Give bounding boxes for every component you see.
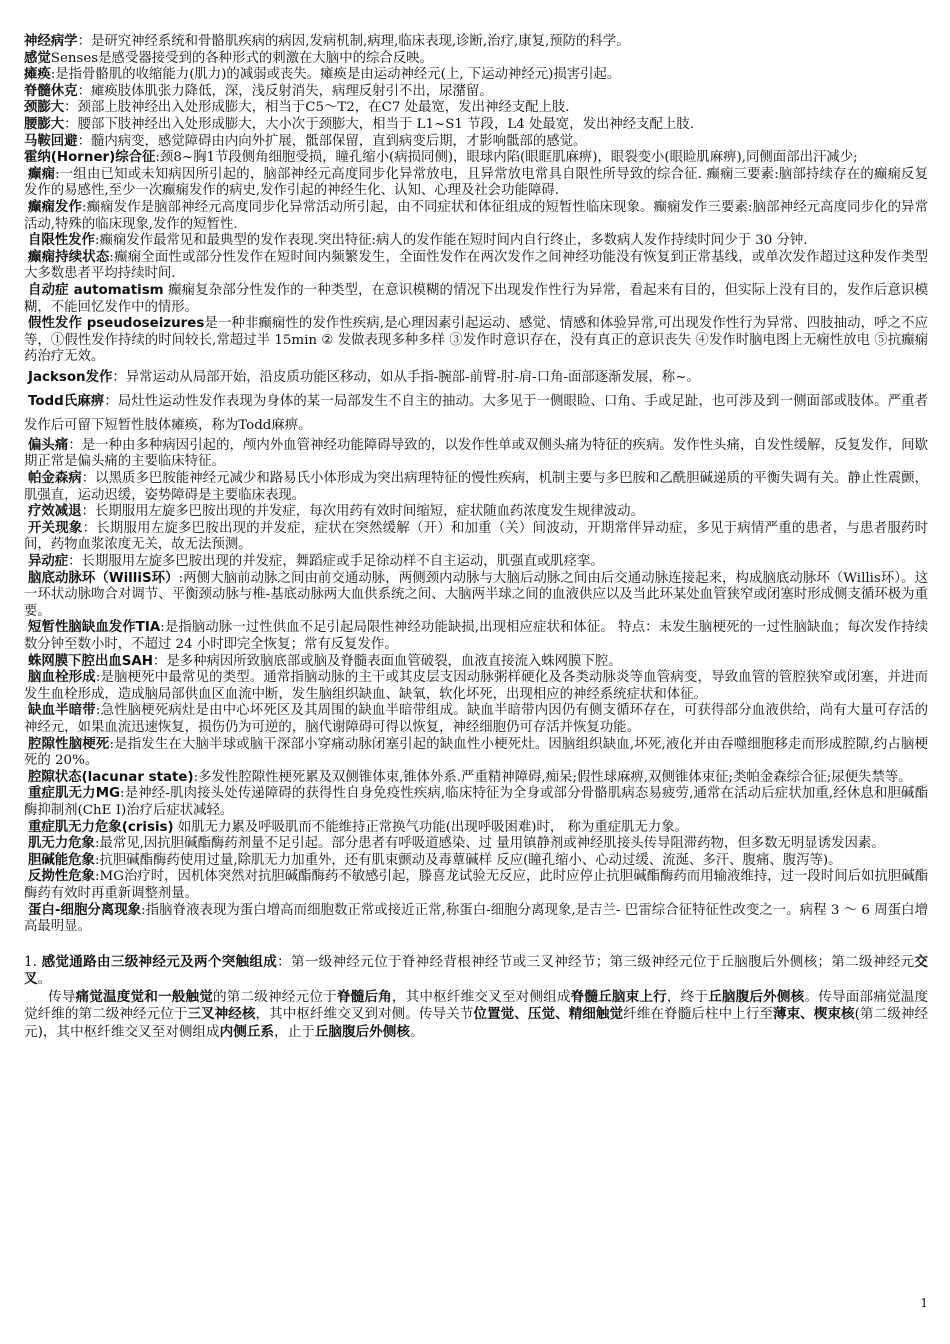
glossary-term: 短暂性脑缺血发作TIA	[28, 620, 161, 636]
glossary-term: 神经病学	[24, 34, 78, 49]
glossary-entry	[24, 390, 928, 438]
glossary-entry	[24, 84, 928, 101]
glossary-definition: :最常见,因抗胆碱酯酶药剂量不足引起。部分患者有呼吸道感染、过 量用镇静剂或神经肌接头传导阻滞药物，但多数无明显诱发因素。	[94, 836, 885, 852]
section-heading: 感觉通路由三级神经元及两个突触组成	[41, 953, 278, 970]
glossary-term: 自动症 automatism	[28, 282, 164, 298]
section-bold-run: 薄束、楔束核	[772, 1006, 855, 1023]
section-bold-run: 三叉神经核	[187, 1006, 256, 1023]
glossary-entry	[24, 820, 928, 837]
glossary-entry	[24, 438, 928, 471]
glossary-term: 开关现象	[28, 520, 83, 536]
section-p1-text: ：第一级神经元位于脊神经背根神经节或三叉神经节；第三级神经元位于丘脑腹后外侧核；第二级神经元	[277, 953, 915, 970]
glossary-term: 帕金森病	[28, 471, 82, 487]
glossary-entry	[24, 869, 928, 902]
glossary-entry	[24, 703, 928, 736]
glossary-definition: ：异常运动从局部开始，沿皮质功能区移动，如从手指-腕部-前臂-肘-肩-口角-面部逐渐发展，称~。	[112, 369, 700, 385]
glossary-definition: :是指脑动脉一过性供血不足引起局限性神经功能缺损,出现相应症状和体征。 特点：未发生脑梗死的一过性脑缺血；每次发作持续数分钟至数小时，不超过 24 小时即完全恢复；常有反复发作。	[24, 620, 928, 652]
glossary-definition: ：长期服用左旋多巴胺出现的并发症，舞蹈症或手足徐动样不自主运动，肌强直或肌痉挛。	[68, 554, 604, 570]
glossary-term: 瘫痪	[24, 67, 51, 83]
glossary-entry	[24, 200, 928, 233]
glossary-term: 腔隙性脑梗死	[28, 736, 110, 752]
glossary-entry	[24, 250, 928, 283]
glossary-entry	[24, 836, 928, 853]
section-text-run: 传导	[48, 988, 76, 1005]
section-text-run: 纤维在脊髓后柱中上行至	[623, 1006, 773, 1023]
glossary-definition: ：瘫痪肢体肌张力降低，深，浅反射消失，病理反射引不出，尿潴留。	[77, 83, 493, 99]
glossary-definition: :是神经-肌肉接头处传递障碍的获得性自身免疫性疾病,临床特征为全身或部分骨骼肌病态易疲劳,通常在活动后症状加重,经休息和胆碱酯酶抑制剂(ChE I)治疗后症状减轻。	[24, 786, 928, 818]
glossary-definition: :一组由已知或未知病因所引起的，脑部神经元高度同步化异常放电，且异常放电常具自限性所导致的综合征. 癫痫三要素:脑部持续存在的癫痫反复发作的易感性,至少一次癫痫发作的病史,发作引起的神经生化、认知、心理及社会功能障碍.	[24, 166, 929, 199]
glossary-definition: :是指发生在大脑半球或脑干深部小穿痛动脉闭塞引起的缺血性小梗死灶。因脑组织缺血,坏死,液化并由吞噬细胞移走而形成腔隙,约占脑梗死的 20%。	[24, 736, 929, 769]
section-text-run: ，其中枢纤维交叉到对侧。传导关节	[255, 1006, 474, 1023]
section-text-run: 。	[409, 1024, 424, 1041]
glossary-entry	[24, 316, 928, 366]
glossary-term: 蛛网膜下腔出血SAH	[28, 653, 153, 669]
glossary-entry	[24, 471, 928, 504]
glossary-term: 腰膨大	[24, 116, 65, 132]
glossary-definition: :抗胆碱酯酶药使用过量,除肌无力加重外，还有肌束颤动及毒蕈碱样 反应(瞳孔缩小、心动过缓、流涎、多汗、腹痛、腹泻等)。	[94, 852, 842, 868]
glossary-term: 疗效减退	[28, 504, 82, 520]
section-bold-run: 丘脑腹后外侧核	[314, 1024, 410, 1041]
glossary-definition: :是指骨骼肌的收缩能力(肌力)的减弱或丧失。瘫痪是由运动神经元(上, 下运动神经元)损害引起。	[50, 67, 621, 83]
glossary-definition: ：颈部上肢神经出入处形成膨大，相当于C5～T2，在C7 处最宽，发出神经支配上肢.	[64, 100, 570, 116]
section-bold-run: 痛觉温度觉和一般触觉	[75, 988, 214, 1005]
glossary-entry	[24, 853, 928, 870]
glossary-entry	[24, 903, 928, 936]
glossary-term: 癫痫持续状态	[28, 249, 110, 265]
glossary-definition: ：局灶性运动性发作表现为身体的某一局部发生不自主的抽动。大多见于一侧眼睑、口角、手或足趾，也可涉及到一侧面部或肢体。严重者发作后可留下短暂性肢体瘫痪，称为Todd麻痹。	[24, 393, 928, 433]
glossary-definition: ：长期服用左旋多巴胺出现的并发症，症状在突然缓解（开）和加重（关）间波动，开期常伴异动症，多见于病情严重的患者，与患者服药时间，药物血浆浓度无关，故无法预测。	[24, 520, 928, 553]
glossary-entry	[24, 521, 928, 554]
glossary-definition: ：以黑质多巴胺能神经元减少和路易氏小体形成为突出病理特征的慢性疾病，机制主要与多巴胺和乙酰胆碱递质的平衡失调有关。静止性震颤，肌强直，运动迟缓，姿势障碍是主要临床表现。	[24, 471, 928, 503]
glossary-definition: 是一种非癫痫性的发作性疾病,是心理因素引起运动、感觉、情感和体验异常,可出现发作性行为异常、四肢抽动，呼之不应等，①假性发作持续的时间较长,常超过半 15min ② 发做表现多种多样 ③发作时意识存在，没有真正的意识丧失 ④发作时脑电图上无痫性放电 ⑤抗癫痫药治疗无效。	[24, 316, 928, 365]
glossary-entry	[24, 504, 928, 521]
glossary-entry	[24, 670, 928, 703]
glossary-term: 霍纳(Horner)综合征	[24, 150, 156, 166]
glossary-definition: :MG治疗时，因机体突然对抗胆碱酯酶药不敏感引起，滕喜龙试验无反应，此时应停止抗胆碱酯酶药而用输液维持，过一段时间后如抗胆碱酯酶药有效时再重新调整剂量。	[24, 869, 929, 901]
glossary-entry	[24, 134, 928, 151]
glossary-entry	[24, 571, 928, 621]
document-page	[24, 34, 928, 1042]
section-text-run: ，终于	[666, 988, 709, 1005]
glossary-definition: :急性脑梗死病灶是由中心坏死区及其周围的缺血半暗带组成。缺血半暗带内因仍有侧支循环存在，可获得部分血液供给，尚有大量可存活的神经元，如果血流迅速恢复，损伤仍为可逆的，脑代谢障碍可得以恢复，神经细胞仍可存活并恢复功能。	[24, 703, 928, 735]
section-bold-run: 脊髓丘脑束上行	[570, 988, 667, 1005]
glossary-entry	[24, 167, 928, 200]
glossary-term: 异动症	[28, 554, 69, 570]
glossary-entries	[24, 34, 928, 936]
section-text-run: ，其中枢纤维交叉至对侧组成	[391, 988, 571, 1005]
section-text-run: 。传导面部痛觉温度觉纤维的第二级神经元位于	[24, 988, 929, 1023]
glossary-entry	[24, 34, 928, 51]
glossary-entry	[24, 51, 928, 68]
section-paragraph-2	[24, 989, 928, 1042]
glossary-entry	[24, 233, 928, 250]
section-bold-run: 脊髓后角	[336, 988, 392, 1005]
glossary-definition: ：是一种由多种病因引起的，颅内外血管神经功能障碍导致的，以发作性单或双侧头痛为特征的疾病。发作性头痛，自发性缓解，反复发作，间歇期正常是偏头痛的主要临床特征。	[24, 437, 929, 470]
glossary-term: 肌无力危象	[28, 836, 95, 852]
glossary-term: 自限性发作	[28, 233, 95, 249]
section-bold-run: 内侧丘系	[219, 1024, 274, 1041]
section-bold-run: 位置觉、压觉、精细触觉	[473, 1006, 624, 1023]
glossary-definition: ：腰部下肢神经出入处形成膨大，大小次于颈膨大，相当于 L1~S1 节段，L4 处最宽，发出神经支配上肢.	[64, 116, 694, 132]
glossary-definition: :癫痫发作是脑部神经元高度同步化异常活动所引起，由不同症状和体征组成的短暂性临床现象。癫痫发作三要素:脑部神经元高度同步化的异常活动,特殊的临床现象,发作的短暂性.	[24, 199, 928, 232]
glossary-term: 脑底动脉环（WilliS环）	[28, 570, 179, 586]
glossary-definition: :多发性腔隙性梗死累及双侧锥体束,锥体外系.严重精神障碍,痴呆;假性球麻痹,双侧锥体束征;类帕金森综合征;尿便失禁等。	[193, 769, 912, 785]
glossary-term: 感觉	[24, 50, 51, 66]
glossary-entry	[24, 770, 928, 787]
glossary-term: Jackson发作	[28, 369, 113, 385]
glossary-term: 腔隙状态(lacunar state)	[28, 769, 194, 785]
glossary-definition: :两侧大脑前动脉之间由前交通动脉，两侧颈内动脉与大脑后动脉之间由后交通动脉连接起来，构成脑底动脉环（Willis环）。这一环状动脉吻合对调节、平衡颈动脉与椎-基底动脉两大血供系统之间、大脑两半球之间的血液供应以及当此环某处血管狭窄或闭塞时形成侧支循环极为重要。	[24, 570, 928, 619]
glossary-definition: Senses是感受器接受到的各种形式的刺激在大脑中的综合反映。	[50, 50, 433, 66]
glossary-term: 脑血栓形成	[28, 670, 96, 686]
glossary-definition: 癫痫复杂部分性发作的一种类型，在意识模糊的情况下出现发作性行为异常，看起来有目的，但实际上没有目的，发作后意识模糊，不能回忆发作中的情形。	[24, 282, 928, 315]
glossary-term: 缺血半暗带	[28, 703, 96, 719]
sensory-pathway-section	[24, 954, 928, 1042]
glossary-definition: :癫痫发作最常见和最典型的发作表现.突出特征:病人的发作能在短时间内自行终止，多数病人发作持续时间少于 30 分钟.	[94, 233, 808, 249]
page-number: 1	[920, 1296, 928, 1310]
glossary-entry	[24, 554, 928, 571]
section-text-run: ，止于	[274, 1024, 315, 1041]
glossary-definition: 如肌无力累及呼吸肌而不能维持正常换气功能(出现呼吸困难)时， 称为重症肌无力象。	[173, 819, 689, 835]
glossary-definition: :颈8~胸1节段侧角细胞受损，瞳孔缩小(病损同侧)，眼球内陷(眼眶肌麻痹)，眼裂变小(眼睑肌麻痹),同侧面部出汗减少;	[155, 150, 858, 166]
glossary-term: 重症肌无力危象(crisis)	[28, 819, 174, 835]
glossary-entry	[24, 150, 928, 167]
glossary-term: 重症肌无力MG	[28, 786, 121, 802]
glossary-definition: :是脑梗死中最常见的类型。通常指脑动脉的主干或其皮层支因动脉粥样硬化及各类动脉炎等血管病变，导致血管的管腔狭窄或闭塞，并进而发生血栓形成，造成脑局部供血区血流中断，发生脑组织缺血、缺氧，软化坏死，出现相应的神经系统症状和体征。	[24, 670, 928, 702]
section-bold-run: 丘脑腹后外侧核	[708, 988, 805, 1005]
glossary-definition: ：长期服用左旋多巴胺出现的并发症，每次用药有效时间缩短，症状随血药浓度发生规律波动。	[81, 504, 644, 520]
glossary-term: 偏头痛	[28, 437, 69, 453]
glossary-entry	[24, 654, 928, 671]
glossary-entry	[24, 737, 928, 770]
section-p1-bold: 交叉	[24, 953, 929, 988]
glossary-definition: ：是研究神经系统和骨骼肌疾病的病因,发病机制,病理,临床表现,诊断,治疗,康复,预防的科学。	[77, 34, 630, 49]
glossary-entry	[24, 117, 928, 134]
glossary-definition: :癫痫全面性或部分性发作在短时间内频繁发生，全面性发作在两次发作之间神经功能没有恢复到正常基线，或单次发作超过这种发作类型大多数患者平均持续时间.	[24, 249, 929, 282]
section-number: 1.	[24, 953, 37, 970]
glossary-entry	[24, 366, 928, 390]
section-paragraph-1	[24, 954, 928, 989]
glossary-term: 脊髓休克	[24, 83, 78, 99]
glossary-term: 马鞍回避	[24, 133, 78, 149]
glossary-definition: ：髓内病变，感觉障碍由内向外扩展，骶部保留，直到病变后期，才影响骶部的感觉。	[77, 133, 587, 149]
glossary-entry	[24, 786, 928, 819]
section-p1-end: 。	[37, 971, 52, 988]
glossary-term: 癫痫发作	[28, 199, 82, 215]
glossary-term: 假性发作 pseudoseizures	[28, 316, 205, 332]
glossary-term: 颈膨大	[24, 100, 65, 116]
glossary-definition: ：是多种病因所致脑底部或脑及脊髓表面血管破裂，血液直接流入蛛网膜下腔。	[152, 653, 622, 669]
section-text-run: (第二级神经元)，其中枢纤维交叉至对侧组成	[24, 1006, 929, 1041]
glossary-definition: :指脑脊液表现为蛋白增高而细胞数正常或接近正常,称蛋白-细胞分离现象,是吉兰- 巴雷综合征特征性改变之一。病程 3 ～ 6 周蛋白增高最明显。	[24, 902, 928, 935]
glossary-entry	[24, 67, 928, 84]
glossary-entry	[24, 620, 928, 653]
glossary-term: 胆碱能危象	[28, 852, 95, 868]
glossary-term: Todd氏麻痹	[28, 393, 105, 409]
glossary-entry	[24, 100, 928, 117]
glossary-term: 蛋白-细胞分离现象	[28, 902, 142, 918]
section-text-run: 的第二级神经元位于	[213, 988, 337, 1005]
glossary-term: 癫痫	[28, 166, 56, 182]
glossary-term: 反拗性危象	[28, 869, 96, 885]
glossary-entry	[24, 283, 928, 316]
